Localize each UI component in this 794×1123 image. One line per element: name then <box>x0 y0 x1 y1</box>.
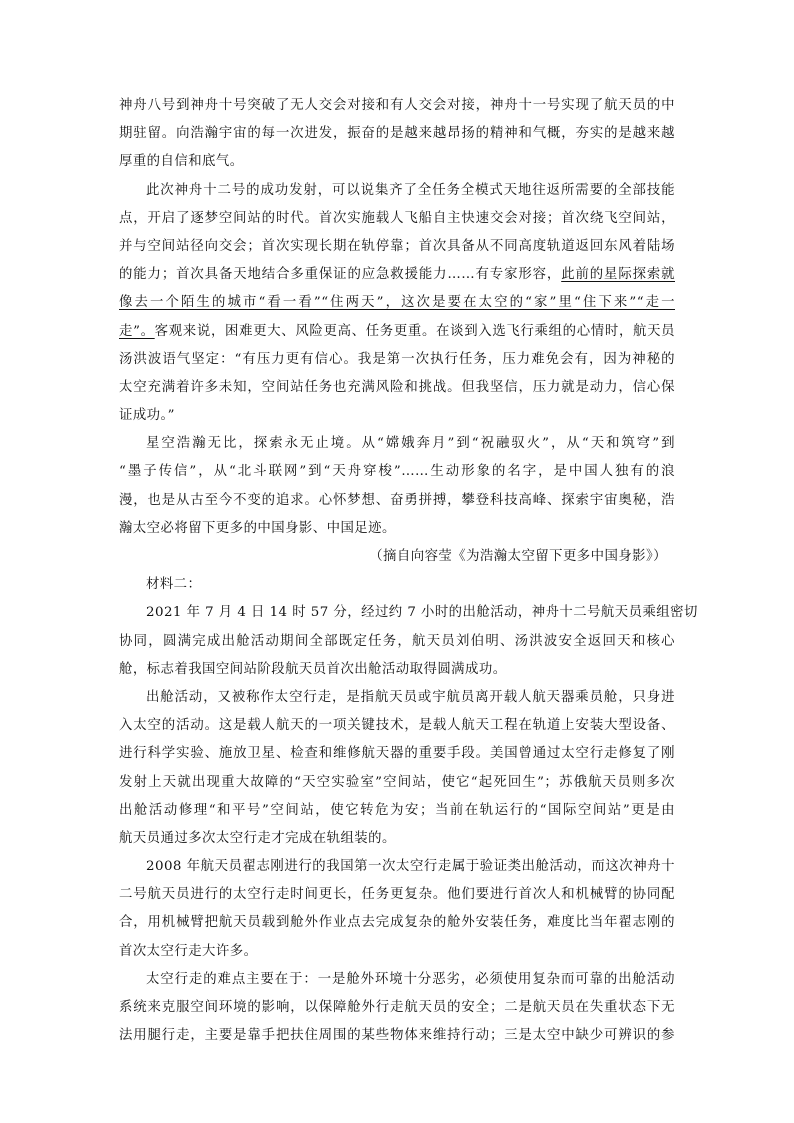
text-line: 合，用机械臂把航天员载到舱外作业点去完成复杂的舱外安装任务，难度比当年翟志刚的 <box>119 915 675 931</box>
text-line: 法用腿行走，主要是靠手把扶住周围的某些物体来维持行动；三是太空中缺少可辨识的参 <box>119 1028 675 1044</box>
text-line: 二号航天员进行的太空行走时间更长，任务更复杂。他们要进行首次人和机械臂的协同配 <box>119 887 675 903</box>
text-segment: 客观来说，困难更大、风险更高、任务更重。在谈到入选飞行乘组的心情时，航天员 <box>154 323 675 339</box>
text-line: 点，开启了逐梦空间站的时代。首次实施载人飞船自主快速交会对接；首次绕飞空间站， <box>119 210 675 226</box>
text-line: 2008 年航天员翟志刚进行的我国第一次太空行走属于验证类出舱活动，而这次神舟十 <box>146 859 675 875</box>
text-line: 瀚太空必将留下更多的中国身影、中国足迹。 <box>119 520 396 536</box>
text-line <box>119 318 675 346</box>
text-line: 星空浩瀚无比，探索永无止境。从“嫦娥奔月”到“祝融驭火”，从“天和筑穹”到 <box>146 436 675 452</box>
text-segment: 的能力；首次具备天地结合多重保证的应急救援能力……有专家形容， <box>119 267 562 283</box>
text-line: 神舟八号到神舟十号突破了无人交会对接和有人交会对接，神舟十一号实现了航天员的中 <box>119 98 675 113</box>
text-line: 漫，也是从古至今不变的追求。心怀梦想、奋勇拼搏，攀登科技高峰、探索宇宙奥秘，浩 <box>119 492 675 508</box>
text-line: 系统来克服空间环境的影响，以保障舱外行走航天员的安全；二是航天员在失重状态下无 <box>119 1000 675 1015</box>
text-line: 2021 年 7 月 4 日 14 时 57 分，经过约 7 小时的出舱活动，神舟十二号航天员乘组密切 <box>146 605 698 621</box>
text-line: 太空行走的难点主要在于：一是舱外环境十分恶劣，必须使用复杂而可靠的出舱活动 <box>146 971 675 987</box>
text-line: 期驻留。向浩瀚宇宙的每一次进发，振奋的是越来越昂扬的精神和气概，夯实的是越来越 <box>119 126 675 142</box>
text-line: 首次太空行走大许多。 <box>119 943 258 959</box>
text-line: 并与空间站径向交会；首次实现长期在轨停靠；首次具备从不同高度轨道返回东风着陆场 <box>119 238 675 254</box>
material-heading: 材料二： <box>146 577 202 593</box>
text-line <box>119 261 675 289</box>
text-line: 证成功。” <box>119 408 175 424</box>
underlined-text: 走”。 <box>119 323 155 339</box>
text-line: 入太空的活动。这是载人航天的一项关键技术，是载人航天工程在轨道上安装大型设备、 <box>119 718 675 734</box>
text-line: 此次神舟十二号的成功发射，可以说集齐了全任务全模式天地往返所需要的全部技能 <box>146 182 675 198</box>
text-line: 出舱活动，又被称作太空行走，是指航天员或宇航员离开载人航天器乘员舱，只身进 <box>146 689 675 705</box>
underlined-text: 此前的星际探索就 <box>561 267 675 283</box>
text-line: 协同，圆满完成出舱活动期间全部既定任务，航天员刘伯明、汤洪波安全返回天和核心 <box>119 633 675 649</box>
text-line: 太空充满着许多未知，空间站任务也充满风险和挑战。但我坚信，压力就是动力，信心保 <box>119 379 675 395</box>
source-citation: （摘自向容莹《为浩瀚太空留下更多中国身影》） <box>369 549 667 564</box>
text-line: 航天员通过多次太空行走才完成在轨组装的。 <box>119 830 396 846</box>
text-line: 厚重的自信和底气。 <box>119 154 244 170</box>
text-line: 出舱活动修理“和平号”空间站，使它转危为安；当前在轨运行的“国际空间站”更是由 <box>119 802 675 818</box>
text-line: “墨子传信”，从“北斗联网”到“天舟穿梭”……生动形象的名字，是中国人独有的浪 <box>119 464 675 480</box>
document-page <box>119 92 698 1050</box>
text-line: 舱，标志着我国空间站阶段航天员首次出舱活动取得圆满成功。 <box>119 661 507 677</box>
text-line: 发射上天就出现重大故障的“天空实验室”空间站，使它“起死回生”；苏俄航天员则多次 <box>119 774 675 790</box>
underlined-text-line: 像去一个陌生的城市“看一看”“住两天”，这次是要在太空的“家”里“住下来”“走一 <box>119 295 675 311</box>
text-line: 进行科学实验、施放卫星、检查和维修航天器的重要手段。美国曾通过太空行走修复了刚 <box>119 746 675 762</box>
text-line: 汤洪波语气坚定：“有压力更有信心。我是第一次执行任务，压力难免会有，因为神秘的 <box>119 351 675 367</box>
